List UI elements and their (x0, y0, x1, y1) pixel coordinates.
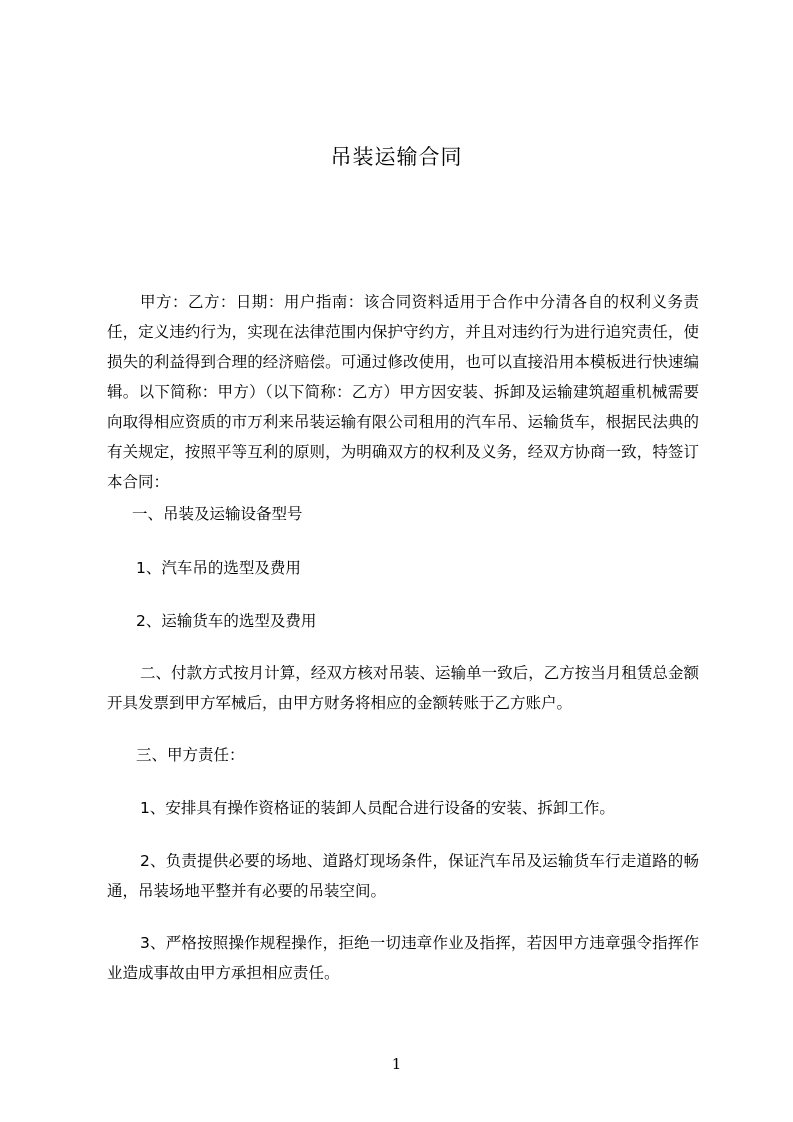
document-title: 吊装运输合同 (330, 145, 463, 169)
section-1-heading: 一、吊装及运输设备型号 (132, 505, 303, 523)
section-1-item-1: 1、汽车吊的选型及费用 (136, 559, 301, 577)
section-3-heading: 三、甲方责任： (136, 746, 245, 764)
page-number: 1 (391, 1055, 402, 1073)
section-1-item-2: 2、运输货车的选型及费用 (136, 612, 317, 630)
section-3-item-3: 3、严格按照操作规程操作，拒绝一切违章作业及指挥，若因甲方违章强令指挥作业造成事故由甲方承担相应责任。 (107, 934, 699, 982)
section-3-item-2: 2、负责提供必要的场地、道路灯现场条件，保证汽车吊及运输货车行走道路的畅通，吊装场地平整并有必要的吊装空间。 (107, 852, 699, 900)
section-2-paragraph: 二、付款方式按月计算，经双方核对吊装、运输单一致后，乙方按当月租赁总金额开具发票到甲方军械后，由甲方财务将相应的金额转账于乙方账户。 (107, 664, 699, 712)
intro-paragraph: 甲方：乙方：日期：用户指南：该合同资料适用于合作中分清各自的权利义务责任，定义违约行为，实现在法律范围内保护守约方，并且对违约行为进行追究责任，使损失的利益得到合理的经济赔偿。可通过修改使用，也可以直接沿用本模板进行快速编辑。以下简称：甲方）（以下简称：乙方）甲方因安装、拆卸及运输建筑超重机械需要向取得相应资质的市万利来吊装运输有限公司租用的汽车吊、运输货车，根据民法典的有关规定，按照平等互利的原则，为明确双方的权利及义务，经双方协商一致，特签订本合同： (107, 293, 699, 491)
section-3-item-1: 1、安排具有操作资格证的装卸人员配合进行设备的安装、拆卸工作。 (140, 799, 615, 817)
